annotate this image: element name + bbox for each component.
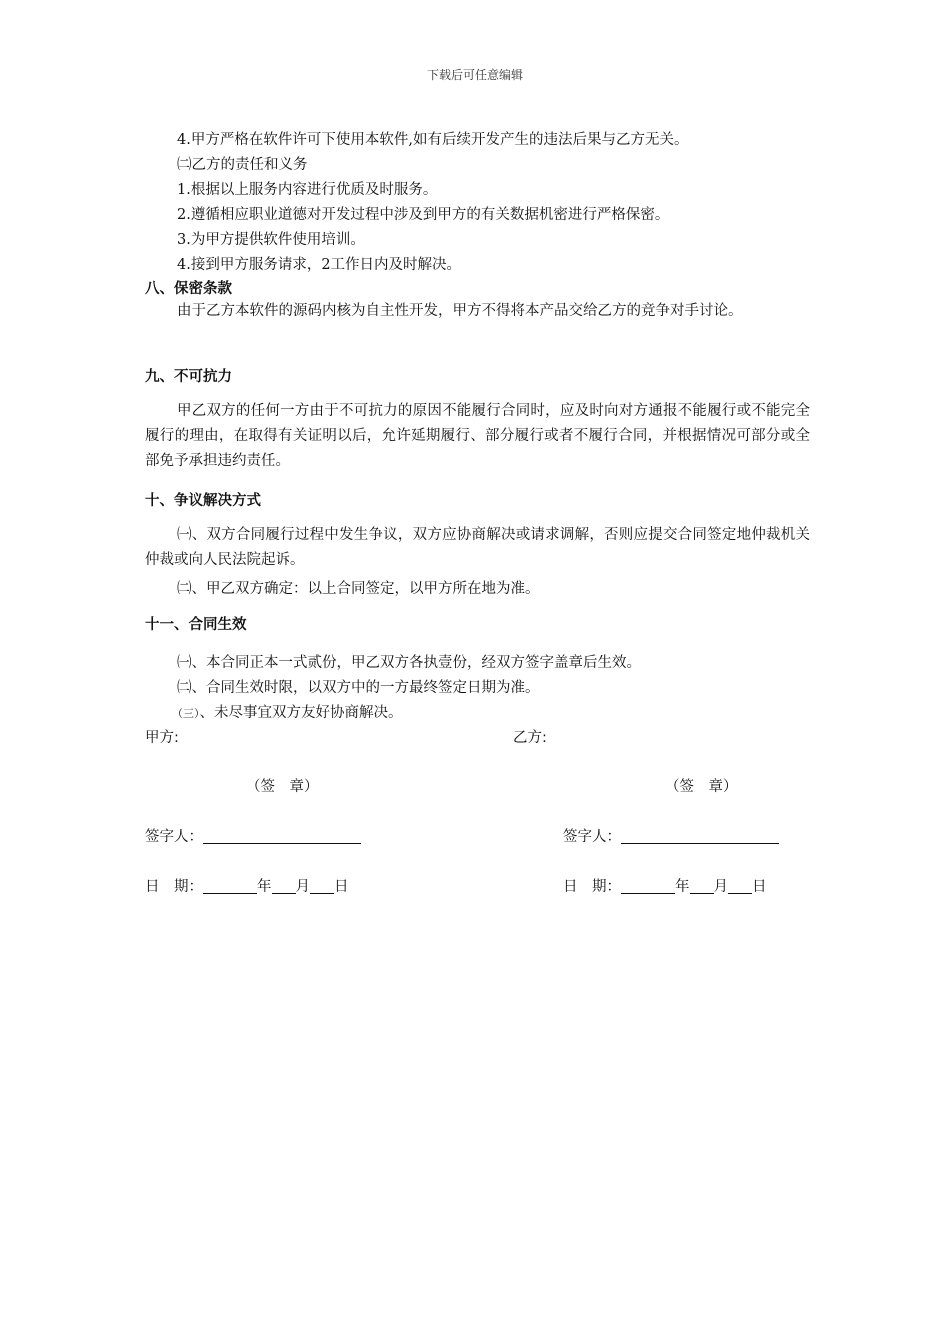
clause-text: 3.为甲方提供软件使用培训。: [177, 232, 365, 248]
clause-body: 、未尽事宜双方友好协商解决。: [199, 705, 403, 721]
page-header: 下载后可任意编辑: [426, 68, 523, 82]
month-label: 月: [295, 879, 310, 895]
party-a-seal: （签 章）: [246, 779, 319, 795]
date-label: 日 期：: [563, 879, 621, 895]
clause-text: 4.接到甲方服务请求，2工作日内及时解决。: [177, 257, 462, 273]
section-heading: 十一、合同生效: [145, 617, 247, 633]
party-b-signer: [563, 825, 779, 846]
month-blank[interactable]: [690, 878, 714, 894]
year-blank[interactable]: [621, 878, 675, 894]
year-label: 年: [675, 879, 690, 895]
clause-subheading: ㈡乙方的责任和义务: [177, 157, 308, 173]
clause-text: ㈡、合同生效时限，以双方中的一方最终签定日期为准。: [177, 680, 540, 696]
party-a-date: [145, 875, 349, 896]
day-label: 日: [752, 879, 767, 895]
signer-label: 签字人：: [563, 829, 621, 845]
section-heading: 八、保密条款: [145, 281, 232, 297]
party-b-label: 乙方:: [513, 730, 547, 746]
day-blank[interactable]: [728, 878, 752, 894]
clause-text: 4.甲方严格在软件许可下使用本软件,如有后续开发产生的违法后果与乙方无关。: [177, 132, 689, 148]
clause-text: 2.遵循相应职业道德对开发过程中涉及到甲方的有关数据机密进行严格保密。: [177, 207, 670, 223]
signer-label: 签字人：: [145, 829, 203, 845]
section-body: 甲乙双方的任何一方由于不可抗力的原因不能履行合同时，应及时向对方通报不能履行或不能完全履行的理由，在取得有关证明以后，允许延期履行、部分履行或者不履行合同，并根据情况可部分或全部免予承担违约责任。: [145, 403, 810, 469]
clause-text: ㈠、本合同正本一式贰份，甲乙双方各执壹份，经双方签字盖章后生效。: [177, 655, 641, 671]
party-a-signer: [145, 825, 361, 846]
day-blank[interactable]: [310, 878, 334, 894]
day-label: 日: [334, 879, 349, 895]
month-label: 月: [713, 879, 728, 895]
party-a-label: 甲方:: [145, 730, 179, 746]
clause-text: ㈡、甲乙双方确定：以上合同签定，以甲方所在地为准。: [177, 581, 540, 597]
clause-number: （三）: [172, 707, 200, 720]
party-b-date: [563, 875, 767, 896]
year-blank[interactable]: [203, 878, 257, 894]
month-blank[interactable]: [272, 878, 296, 894]
party-b-seal: （签 章）: [665, 779, 738, 795]
signer-blank[interactable]: [621, 828, 779, 844]
section-heading: 九、不可抗力: [145, 369, 232, 385]
section-body: 由于乙方本软件的源码内核为自主性开发，甲方不得将本产品交给乙方的竞争对手讨论。: [177, 303, 743, 319]
section-heading: 十、争议解决方式: [145, 493, 261, 509]
section-body: ㈠、双方合同履行过程中发生争议，双方应协商解决或请求调解，否则应提交合同签定地仲裁机关仲裁或向人民法院起诉。: [145, 527, 810, 568]
date-label: 日 期：: [145, 879, 203, 895]
signer-blank[interactable]: [203, 828, 361, 844]
year-label: 年: [257, 879, 272, 895]
clause-text: [172, 701, 837, 722]
clause-text: 1.根据以上服务内容进行优质及时服务。: [177, 182, 438, 198]
